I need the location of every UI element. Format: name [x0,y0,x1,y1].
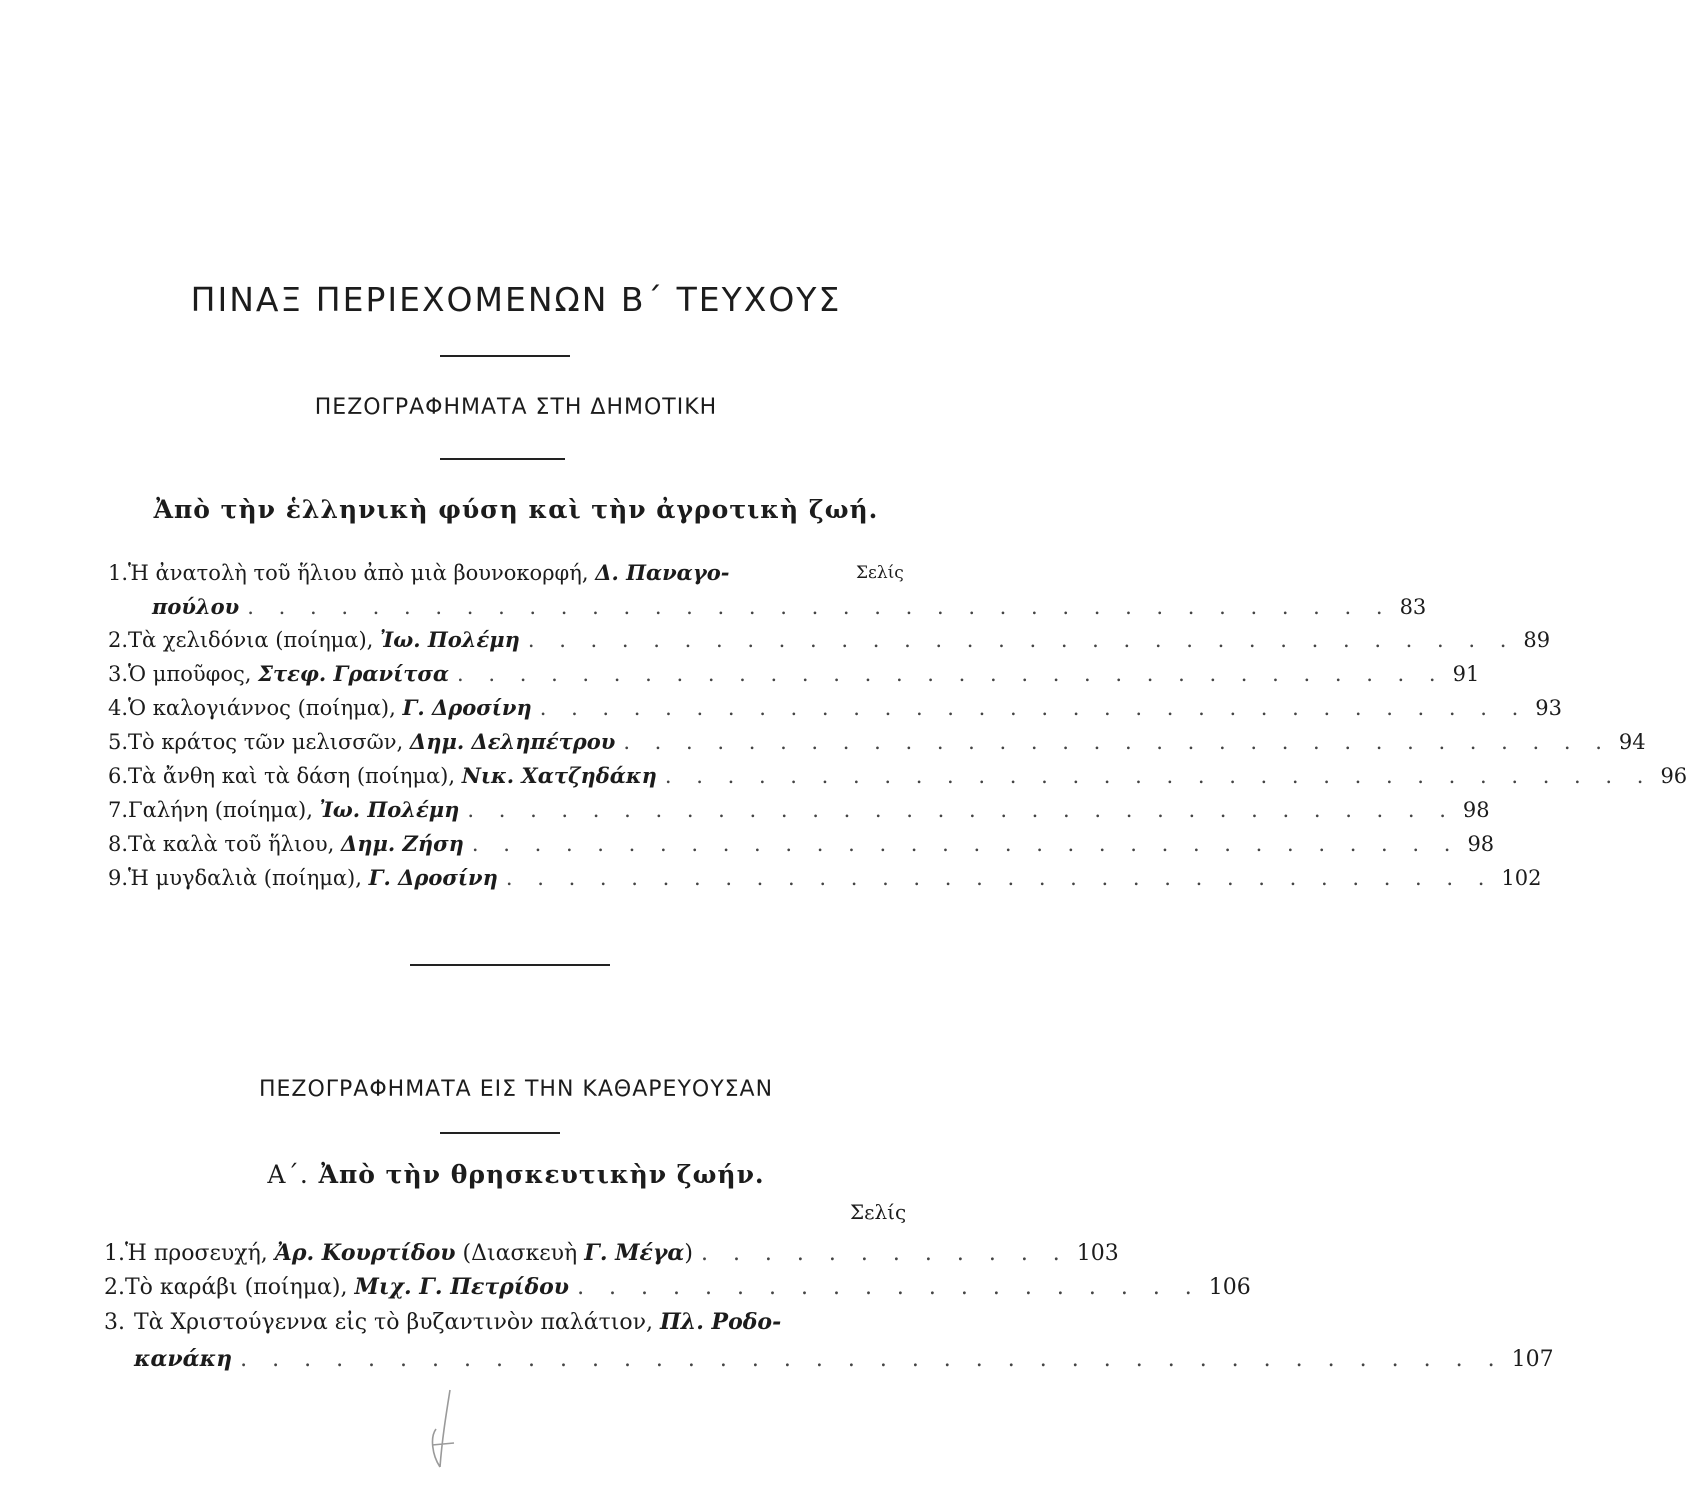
entry-number: 3. [104,1310,125,1335]
entry-title: Γαλήνη (ποίημα), [128,798,313,822]
entry-page: 93 [1535,696,1563,720]
section-separator [410,964,610,966]
entry-number: 4. [108,696,129,720]
entry-title: Τὸ καράβι (ποίημα), [125,1275,348,1300]
toc-entry-6 [108,763,1687,788]
entry-author: Στεφ. Γρανίτσα [258,661,450,686]
toc-entry-8 [108,831,1495,856]
leader-dots: . . . . . . . . . . . . . . . . . . . . . . . . . . . . . . . . [471,832,1460,856]
entry-number: 2. [104,1275,125,1300]
entry-page: 83 [1399,595,1427,619]
section1-subhead: Ἀπὸ τὴν ἑλληνικὴ φύση καὶ τὴν ἀγροτικὴ ζωή. [153,495,879,524]
entry-author: Δημ. Ζήση [340,831,464,856]
leader-dots: . . . . . . . . . . . . . . . . . . . . . . . . . . . . . . . . . . . . . . . . [240,1347,1504,1372]
entry-title: Ἡ ἀνατολὴ τοῦ ἥλιου ἀπὸ μιὰ βουνοκορφή, [128,561,589,585]
toc2-entry-3 [104,1309,908,1335]
toc-entry-1 [108,560,730,585]
title-divider [440,355,570,357]
leader-dots: . . . . . . . . . . . . [700,1241,1069,1266]
toc-entry-7 [108,797,1490,822]
toc-entry-1-cont [152,594,1427,619]
toc2-entry-2 [104,1274,1251,1300]
entry-number: 7. [108,798,129,822]
entry-page: 106 [1208,1275,1251,1300]
entry-author: Γ. Δροσίνη [402,695,532,720]
entry-page: 107 [1511,1347,1554,1372]
toc-entry-9 [108,865,1542,890]
entry-adaptation-close: ) [684,1241,693,1266]
section2-subhead-prefix: Α΄. [267,1160,309,1189]
entry-author-cont: κανάκη [134,1346,233,1372]
entry-title: Τὰ ἄνθη καὶ τὰ δάση (ποίημα), [128,764,456,788]
entry-title: Ἡ μυγδαλιὰ (ποίημα), [128,866,362,890]
toc2-entry-1 [104,1240,1119,1266]
leader-dots: . . . . . . . . . . . . . . . . . . . . . . . . . . . . . . . . . . . . . [247,595,1392,619]
toc-entry-3 [108,661,1480,686]
entry-title: Ὁ μποῦφος, [128,662,252,686]
toc-entry-5 [108,729,1646,754]
entry-number: 3. [108,662,129,686]
entry-author: Νικ. Χατζηδάκη [461,763,657,788]
entry-title: Ὁ καλογιάννος (ποίημα), [128,696,396,720]
leader-dots: . . . . . . . . . . . . . . . . . . . . . . . . . . . . . . . . [527,628,1516,652]
section1-title: ΠΕΖΟΓΡΑΦΗΜΑΤΑ ΣΤΗ ΔΗΜΟΤΙΚΗ [314,395,718,420]
entry-author: Ἰω. Πολέμη [319,797,460,822]
entry-number: 1. [108,561,129,585]
entry-title: Τὸ κράτος τῶν μελισσῶν, [128,730,404,754]
entry-page: 103 [1076,1241,1119,1266]
entry-page: 89 [1523,628,1551,652]
entry-title: Τὰ καλὰ τοῦ ἥλιου, [128,832,335,856]
leader-dots: . . . . . . . . . . . . . . . . . . . . . . . . . . . . . . . . [505,866,1494,890]
pencil-mark-icon [420,1385,470,1475]
entry-page: 96 [1660,764,1687,788]
leader-dots: . . . . . . . . . . . . . . . . . . . . . . . . . . . . . . . . [623,730,1611,754]
entry-number: 2. [108,628,129,652]
toc-entry-2 [108,627,1551,652]
entry-author: Γ. Δροσίνη [368,865,498,890]
toc2-entry-3-cont [134,1346,1554,1372]
toc-entry-4 [108,695,1563,720]
entry-adaptation: (Διασκευὴ [462,1241,578,1266]
entry-author-cont: πούλου [152,594,240,619]
entry-number: 8. [108,832,129,856]
entry-number: 5. [108,730,129,754]
entry-author: Ἀρ. Κουρτίδου [274,1240,456,1266]
entry-title: Τὰ Χριστούγεννα εἰς τὸ βυζαντινὸν παλάτιον, [134,1310,653,1335]
entry-author: Δημ. Δεληπέτρου [409,729,616,754]
entry-title: Τὰ χελιδόνια (ποίημα), [128,628,374,652]
page-title: ΠΙΝΑΞ ΠΕΡΙΕΧΟΜΕΝΩΝ Β΄ ΤΕΥΧΟΥΣ [190,280,842,319]
entry-author: Ἰω. Πολέμη [380,627,520,652]
leader-dots: . . . . . . . . . . . . . . . . . . . . [577,1275,1201,1300]
leader-dots: . . . . . . . . . . . . . . . . . . . . . . . . . . . . . . . . [539,696,1528,720]
leader-dots: . . . . . . . . . . . . . . . . . . . . . . . . . . . . . . . . [457,662,1445,686]
section2-subhead-text: Ἀπὸ τὴν θρησκευτικὴν ζωήν. [318,1160,765,1189]
entry-page: 91 [1452,662,1480,686]
section2-title: ΠΕΖΟΓΡΑΦΗΜΑΤΑ ΕΙΣ ΤΗΝ ΚΑΘΑΡΕΥΟΥΣΑΝ [258,1077,774,1102]
entry-adapter: Γ. Μέγα [584,1240,685,1266]
entry-page: 98 [1462,798,1490,822]
entry-page: 102 [1501,866,1542,890]
leader-dots: . . . . . . . . . . . . . . . . . . . . . . . . . . . . . . . . [467,798,1455,822]
entry-title: Ἡ προσευχή, [125,1241,268,1266]
entry-number: 6. [108,764,129,788]
section1-divider [440,458,565,460]
entry-number: 1. [104,1241,125,1266]
entry-author: Πλ. Ροδο- [660,1309,782,1335]
entry-page: 94 [1618,730,1646,754]
leader-dots: . . . . . . . . . . . . . . . . . . . . . . . . . . . . . . . . [664,764,1653,788]
entry-author: Δ. Παναγο- [595,560,730,585]
entry-number: 9. [108,866,129,890]
section1-page-column-label: Σελίς [856,563,904,583]
section2-divider [440,1132,560,1134]
section2-subhead [0,1160,1032,1189]
entry-page: 98 [1467,832,1495,856]
entry-author: Μιχ. Γ. Πετρίδου [354,1274,570,1300]
section2-page-column-label: Σελίς [850,1200,907,1224]
